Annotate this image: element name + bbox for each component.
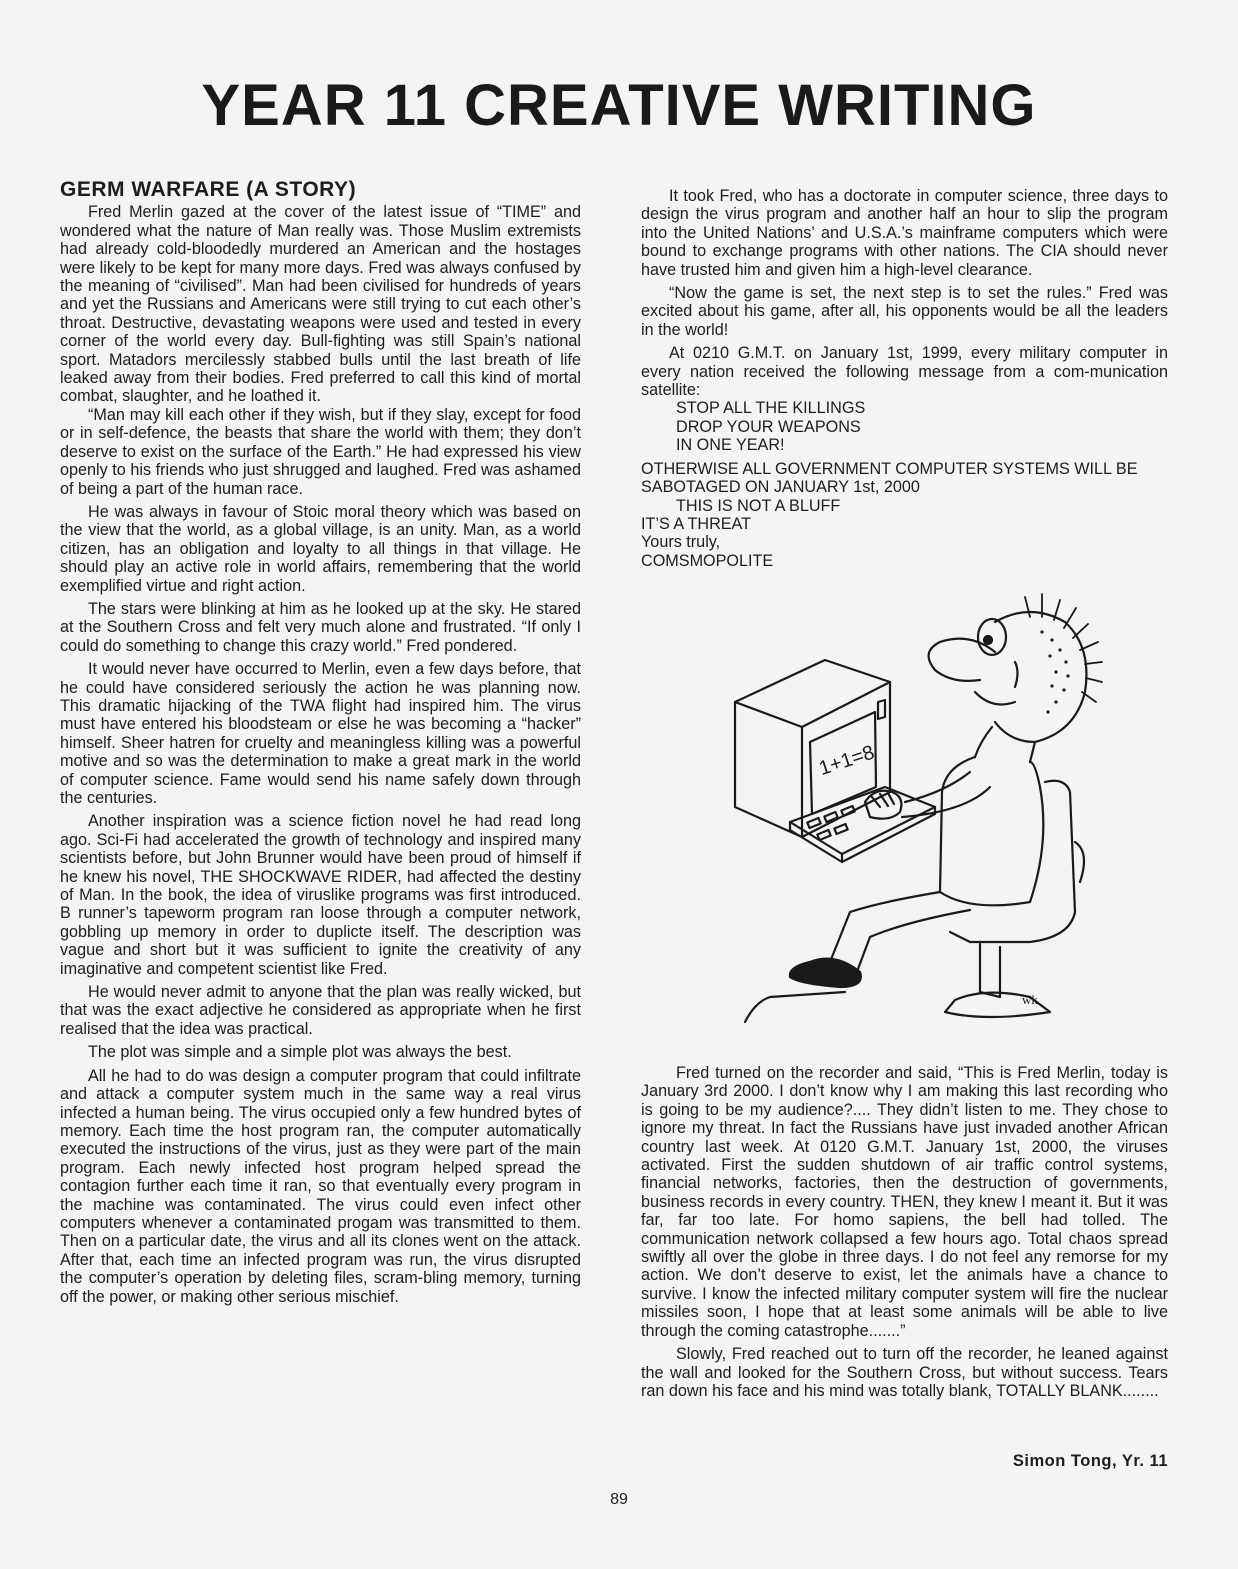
- message-line: COMSMOPOLITE: [641, 551, 774, 570]
- screen-equation: 1+1=8: [816, 741, 878, 780]
- cartoon-illustration: [730, 592, 1110, 1052]
- paragraph: It would never have occurred to Merlin, even a few days before, that he could have considered seriously the action he was planning now. This dramatic hijacking of the TWA flight had inspired him. The virus must have entered his bloodsteam or else he was becoming a “hacker” himself. Sheer hatren for cruelty and meaningless killing was a powerful motive and so was the determination to make a great mark in the world of computer science. Fame would send his name safely down through the centuries.: [60, 660, 581, 807]
- message-line: DROP YOUR WEAPONS: [676, 417, 861, 436]
- author-byline: Simon Tong, Yr. 11: [1012, 1452, 1168, 1470]
- paragraph: The plot was simple and a simple plot was always the best.: [88, 1043, 512, 1062]
- page-number: 89: [610, 1491, 628, 1508]
- paragraph: Fred Merlin gazed at the cover of the latest issue of “TIME” and wondered what the nature of Man really was. Those Muslim extremists had already cold-bloodedly murdered an American and the hostages were likely to be kept for many more days. Fred was always confused by the meaning of “civilised”. Man had been civilised for hundreds of years and yet the Russians and Americans were still trying to cut each other’s throat. Destructive, devastating weapons were used and tested in every corner of the world every day. Bull-fighting was still Spain’s national sport. Matadors mercilessly stabbed bulls until the last breath of life leaked away from their bodies. Fred preferred to call this kind of mortal combat, slaughter, and he loathed it.: [60, 203, 581, 406]
- left-column: [60, 178, 581, 1311]
- message-line: IN ONE YEAR!: [676, 436, 785, 455]
- story-heading: GERM WARFARE (A STORY): [60, 178, 357, 201]
- paragraph: “Now the game is set, the next step is to set the rules.” Fred was excited about his game, after all, his opponents would be all the leaders in the world!: [641, 284, 1168, 339]
- right-column-lower: [641, 1064, 1168, 1405]
- message-line: Yours truly,: [641, 533, 721, 552]
- chair-icon: [945, 781, 1084, 1017]
- paragraph: “Man may kill each other if they wish, but if they slay, except for food or in self-defence, the beasts that share the world with them; they don’t deserve to exist on the surface of the Earth.” He had expressed his view openly to his friends who just shrugged and laughed. Fred was ashamed of being a part of the human race.: [60, 405, 581, 498]
- paragraph: All he had to do was design a computer program that could infiltrate and attack a computer system much in the same way a real virus infected a human being. The virus occupied only a few hundred bytes of memory. Each time the host program ran, the computer automatically executed the instructions of the virus, just as they were part of the main program. Each newly infected host program helped spread the contagion further each time it ran, so that eventually every program in the machine was contaminated. The virus could even infect other computers whenever a contaminated progam was transmitted to them. Then on a particular date, the virus and all its clones went on the attack. After that, each time an infected program was run, the virus disrupted the computer’s operation by deleting files, scram-bling memory, turning off the power, or making other serious mischief.: [60, 1066, 581, 1306]
- page-title: YEAR 11 CREATIVE WRITING: [201, 73, 1037, 138]
- paragraph: Slowly, Fred reached out to turn off the recorder, he leaned against the wall and looked for the Southern Cross, but without success. Tears ran down his face and his mind was totally blank, TOTALLY BLANK........: [641, 1345, 1168, 1400]
- right-column: [641, 187, 1168, 570]
- shoe-icon: [790, 959, 861, 987]
- paragraph: He was always in favour of Stoic moral theory which was based on the view that the world, as a global village, is an unity. Man, as a world citizen, has an obligation and loyalty to all things in that village. He should play an active role in world affairs, remembering that the world exemplified virtue and right action.: [60, 502, 581, 595]
- message-line: THIS IS NOT A BLUFF: [676, 496, 841, 515]
- message-line: STOP ALL THE KILLINGS: [676, 399, 866, 418]
- paragraph: At 0210 G.M.T. on January 1st, 1999, every military computer in every nation received the following message from a com-munication satellite:: [641, 344, 1168, 400]
- paragraph: Another inspiration was a science fiction novel he had read long ago. Sci-Fi had accelerated the growth of technology and inspired many scientists before, but John Brunner would have been proud of himself if he knew his novel, THE SHOCKWAVE RIDER, had affected the destiny of Man. In the book, the idea of viruslike programs was first introduced. B runner’s tapeworm program ran loose through a computer network, gobbling up memory in order to duplicte itself. The description was vague and short but it was sufficient to ignite the creativity of any imaginative and competent scientist like Fred.: [60, 812, 581, 978]
- artist-signature: wk: [1022, 992, 1038, 1007]
- paragraph: The stars were blinking at him as he looked up at the sky. He stared at the Southern Cross and felt very much alone and frustrated. “If only I could do something to change this crazy world.” Fred pondered.: [60, 599, 581, 655]
- paragraph: It took Fred, who has a doctorate in computer science, three days to design the virus program and another half an hour to slip the program into the United Nations’ and U.S.A.’s mainframe computers which were bound to exchange programs with other nations. The CIA should never have trusted him and given him a high-level clearance.: [641, 187, 1168, 279]
- paragraph: He would never admit to anyone that the plan was really wicked, but that was the exact adjective he considered as appropriate when he first realised that the idea was practical.: [60, 983, 581, 1038]
- threat-message: [641, 399, 1168, 570]
- head-icon: [929, 612, 1087, 742]
- message-line: IT’S A THREAT: [641, 514, 752, 533]
- message-line: OTHERWISE ALL GOVERNMENT COMPUTER SYSTEMS WILL BE SABOTAGED ON JANUARY 1st, 2000: [641, 459, 1138, 497]
- paragraph: Fred turned on the recorder and said, “This is Fred Merlin, today is January 3rd 2000. I don’t know why I am making this last recording who is going to be my audience?.... They didn’t listen to me. They chose to ignore my threat. In fact the Russians have just invaded another African country last week. At 0120 G.M.T. January 1st, 2000, the viruses activated. First the sudden shutdown of air traffic control systems, financial networks, factories, then the destruction of governments, business records in every country. THEN, they knew I meant it. But it was far, far too late. For homo sapiens, the bell had tolled. The communication network collapsed a few hours ago. Total chaos spread swiftly all over the globe in three days. I do not feel any remorse for my action. We don’t deserve to exist, let the animals have a chance to survive. I know the infected military computer system will fire the nuclear missiles soon, I hope that at least some animals will be able to live through the coming catastrophe.......”: [641, 1064, 1168, 1340]
